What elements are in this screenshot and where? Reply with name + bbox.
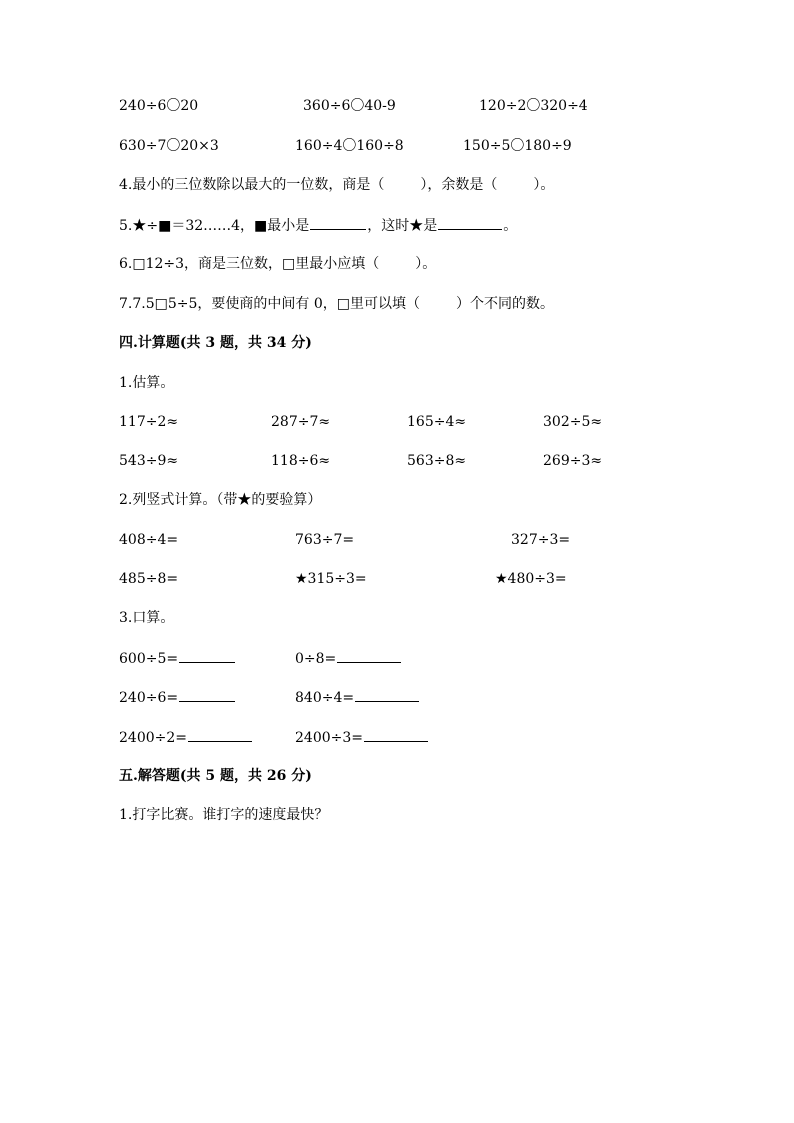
answer-blank[interactable] [188, 726, 252, 742]
answer-blank[interactable] [310, 214, 366, 230]
estimate-item: 117÷2≈ [119, 414, 179, 430]
oral-item: 840÷4= [295, 690, 355, 706]
problem-1: 1.打字比赛。谁打字的速度最快？ [119, 807, 329, 823]
compare-item: 240÷6〇20 [119, 98, 199, 114]
oral-item: 0÷8= [295, 651, 337, 667]
vertical-item: ★315÷3= [295, 571, 367, 587]
oral-item: 2400÷3= [295, 730, 363, 746]
vertical-item: 408÷4= [119, 532, 179, 548]
answer-blank[interactable] [179, 686, 235, 702]
oral-label: 3.口算。 [119, 610, 175, 626]
estimate-item: 287÷7≈ [271, 414, 331, 430]
compare-item: 150÷5〇180÷9 [463, 138, 572, 154]
question-5 [119, 214, 517, 236]
oral-item: 600÷5= [119, 651, 179, 667]
question-4-text: 4.最小的三位数除以最大的一位数，商是（ [119, 177, 385, 193]
vertical-label: 2.列竖式计算。（带★的要验算） [119, 492, 322, 508]
section-4-title: 四.计算题(共 3 题，共 34 分) [119, 335, 312, 351]
question-6-text-end: ）。 [415, 256, 437, 272]
answer-blank[interactable] [438, 214, 502, 230]
section-5-title: 五.解答题(共 5 题，共 26 分) [119, 768, 312, 784]
estimate-item: 269÷3≈ [543, 453, 603, 469]
vertical-item: 327÷3= [511, 532, 571, 548]
answer-blank[interactable] [355, 686, 419, 702]
estimate-item: 118÷6≈ [271, 453, 331, 469]
question-5-text-mid: ，这时★是 [367, 218, 438, 234]
vertical-item: 763÷7= [295, 532, 355, 548]
question-4 [119, 174, 554, 196]
compare-item: 630÷7〇20×3 [119, 138, 219, 154]
question-7 [119, 293, 554, 315]
compare-item: 160÷4〇160÷8 [295, 138, 404, 154]
question-7-text: 7.7.5□5÷5，要使商的中间有 0，□里可以填（ [119, 296, 420, 312]
estimate-item: 563÷8≈ [407, 453, 467, 469]
estimate-item: 302÷5≈ [543, 414, 603, 430]
answer-blank[interactable] [337, 647, 401, 663]
vertical-item: ★480÷3= [495, 571, 567, 587]
question-6-text: 6.□12÷3，商是三位数，□里最小应填（ [119, 256, 380, 272]
question-5-text-end: 。 [503, 218, 518, 234]
oral-item: 2400÷2= [119, 730, 187, 746]
question-4-text-end: ）。 [533, 177, 555, 193]
question-5-text: 5.★÷■＝32……4，■最小是 [119, 218, 310, 234]
question-7-text-end: ）个不同的数。 [455, 296, 554, 312]
estimate-item: 165÷4≈ [407, 414, 467, 430]
answer-blank[interactable] [364, 726, 428, 742]
compare-item: 120÷2〇320÷4 [479, 98, 588, 114]
question-4-text-mid: ），余数是（ [420, 177, 498, 193]
compare-item: 360÷6〇40-9 [303, 98, 396, 114]
vertical-item: 485÷8= [119, 571, 179, 587]
question-6 [119, 253, 436, 275]
estimate-label: 1.估算。 [119, 375, 175, 391]
estimate-item: 543÷9≈ [119, 453, 179, 469]
answer-blank[interactable] [179, 647, 235, 663]
oral-item: 240÷6= [119, 690, 179, 706]
